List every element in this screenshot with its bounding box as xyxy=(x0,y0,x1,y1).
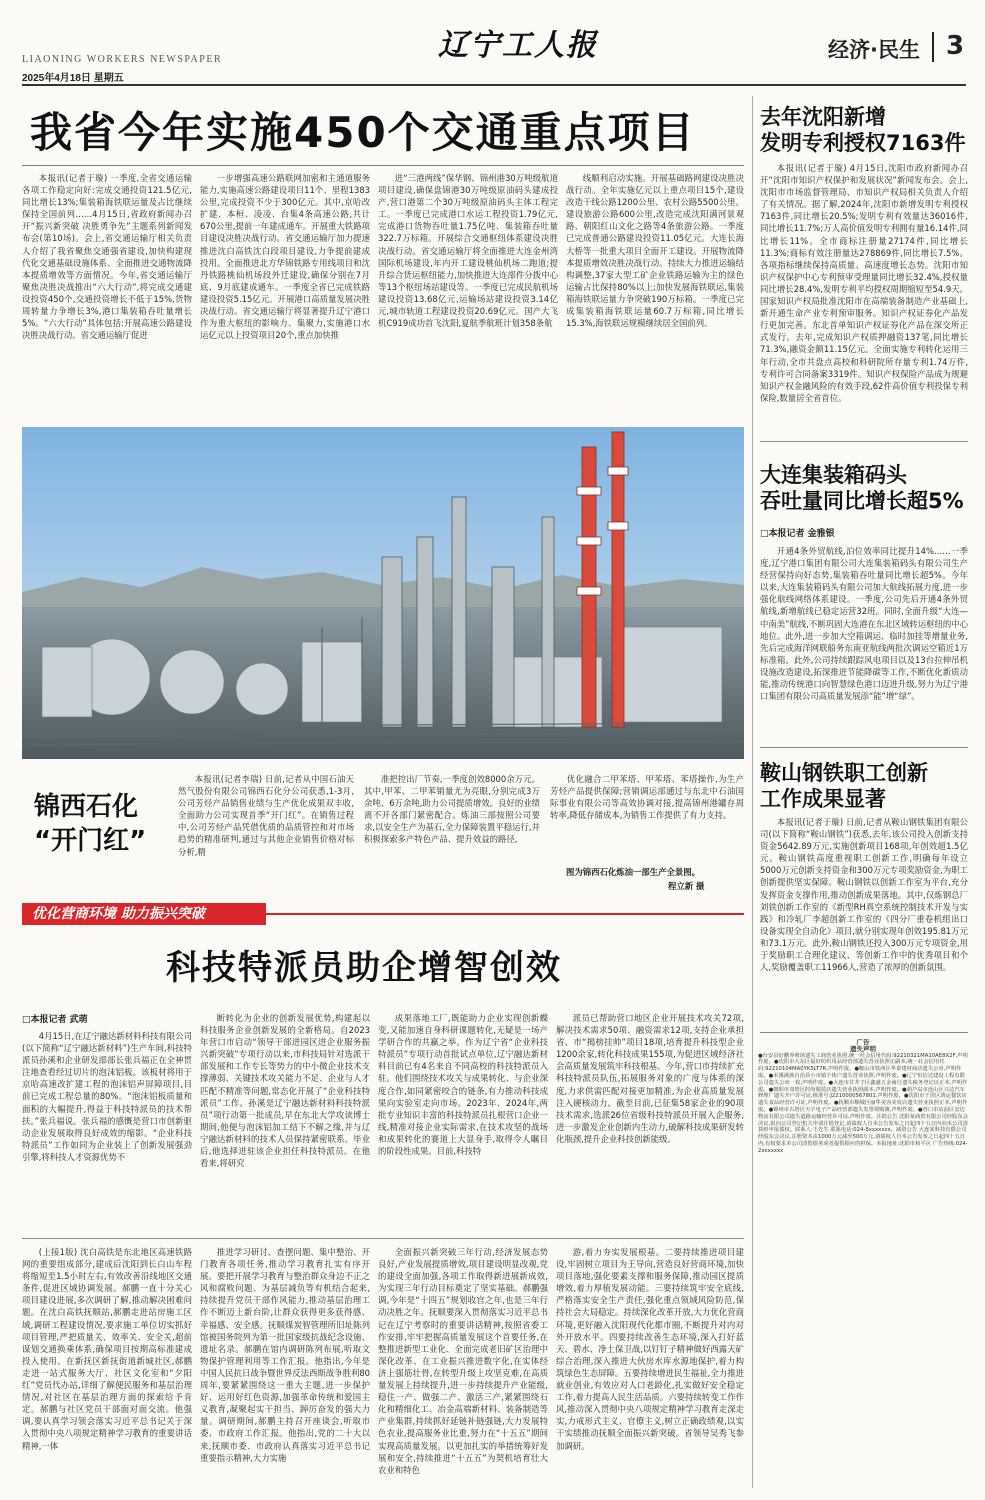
jinxi-headline: 锦西石化 “开门红” xyxy=(34,792,147,856)
right-rule-1 xyxy=(760,441,968,442)
banner-rule xyxy=(266,913,744,915)
page-number: 3 xyxy=(945,31,965,61)
dalian-byline: □本报记者 金雅银 xyxy=(760,529,835,539)
ad-subtitle: 遗失声明 xyxy=(850,1044,876,1053)
masthead: 辽宁工人报 xyxy=(438,28,598,63)
anshan-steel-body: 本报讯(记者于璇) 日前,记者从鞍山钢铁集团有限公司(以下简称“鞍山钢铁”)获悉,去年,该公司投入创新支持资金5642.89万元,实施创新项目168项,年创效超1.5亿元。鞍山钢铁高度重视职工创新工作,明确每年设立5000万元创新支持资金和300万元专项奖励资金,为职工创新提供坚实保障。鞍山钢铁以创新工作室为平台,充分发挥资金支撑作用,推动创新成果落地。其中,仅炼钢总厂刘铁创新工作室的《新型RH真空系统控制技术开发与实践》和冷轧厂李超创新工作室的《四分厂重卷机组出口设备实现全自动化》项目,就分别实现年创效195.81万元和73.1万元。此外,鞍山钢铁还投入300万元专项资金,用于奖励职工合理化建议、等创新工作中的优秀项目和个人,奖励覆盖职工11966人,营造了浓厚的创新氛围。 xyxy=(760,817,968,973)
jinxi-col-1: 本报讯(记者李瑞) 日前,记者从中国石油天然气股份有限公司锦西石化分公司获悉,1-3月,公司芳烃产品销售业绩与生产优化成果双丰收,全面助力公司实现首季“开门红”。在销售过程中,公司芳烃产品凭借优质的品质管控和对市场趋势的精准研判,通过与其他企业销售价格对标分析,精 xyxy=(178,774,354,857)
lead-headline: 我省今年实施450个交通重点项目 xyxy=(30,108,696,157)
jinxi-col-3: 优化融合二甲苯塔、甲苯塔、苯塔操作,为生产芳烃产品提供保障;营销调运部通过与东北中石油国际事业有限公司等高效协调对接,提高锦州港罐存周转率,降低存储成本,为销售工作提供了有力支持。 xyxy=(550,774,744,821)
tech-col-2: 断转化为企业的创新发展优势,构建起以科技服务企业创新发展的全新格局。自2023年营口市启动“领导干部进园区进企业服务振兴新突破”专项行动以来,市科技局针对选派干部发展和工作专长等势力的中小微企业技术支撑薄弱、关键技术攻关能力不足、企业与人才匹配不精准等问题,常态化开展了“企业科技特派员”工作。孙溪是辽宁融达新材料科技特派员”项行动第一批成员,早在东北大学攻读博士期间,他便与泡沫铝加工结下不解之缘,并与辽宁融达新材料的技术人员保持紧密联系。毕业后,他选择进驻该企业担任科技特派员。在他看来,将研究 xyxy=(200,1013,370,1169)
continued-col-3: 全面振兴新突破三年行动,经济发展态势良好,产业发展提质增效,项目建设明显改观,党的建设全面加强,各项工作取得新进展新成效,为实现三年行动目标奠定了坚实基础。郝鹏强调,今年是“十四五”规划收官之年,也是三年行动决胜之年。抚顺要深入贯彻落实习近平总书记在辽宁考察时的重要讲话精神,按照省委工作安排,牢牢把握高质量发展这个首要任务,在整推进新型工业化、全面完成老旧矿区治理中深化改革、在工业振兴推进数字化,在实体经济上强筋壮骨,在转型升级上攻坚克难,在高质量发展上持续提升,进一步持续提升产业能级,稳住一产、做强二产、激活三产,紧紧围绕石化和精细化工、冶金高端新材料、装备制造等产业集群,持续抓好延链补链强链,大力发展特色农业,提高服务业比重,努力在“十五五”期间实现高质量发展。以更加扎实的举措统筹好发展和安全,持续推进“十五五”为契机培育壮大农业和特色 xyxy=(378,1247,548,1475)
tech-headline: 科技特派员助企增智创效 xyxy=(166,948,562,988)
bottom-rule xyxy=(22,1238,744,1239)
tech-col-4: 派员已帮助营口地区企业开展技术攻关72项,解决技术需求50项、融资需求12项,支持企业承担省、市“揭榜挂帅”项目18项,培育提升科技型企业1200余家,转化科技成果155项,为促进区域经济社会高质量发展筑牢科技根基。今年,营口市持续扩充科技特派员队伍,拓展服务对象的广度与体系的深度,力求供需匹配对接更加精准,为企业高质量发展注入硬核动力。截至目前,已征集58家企业的90项技术需求,选派26位省级科技特派员开展入企服务,进一步激发企业创新内生动力,破解科技成果研发转化瓶颈,提升企业科技创新能级。 xyxy=(556,1013,744,1144)
column-banner: 优化营商环境 助力振兴突破 xyxy=(22,903,266,925)
english-name: LIAONING WORKERS NEWSPAPER xyxy=(22,54,223,65)
lead-col-4: 线顺利启动实施。开展基础路网建设决胜决战行动。全年实施亿元以上重点项目15个,建设改造干线公路1200公里、农村公路5500公里。建设旅游公路600公里,改造完成沈阳满河景观路、朝阳红山文化之路等4条旅游公路。一季度已完成普通公路建设投资11.05亿元。大连长海大桥等一批重大项目全面开工建设。开展物流降本提质增效决胜决战行动。持续大力推进运输结构调整,37家大型工矿企业铁路运输为主的绿色运输占比保持80%以上;加快发展海铁联运,集装箱海铁联运量力争突破190万标箱。一季度已完成集装箱海铁联运量60.7万标箱,同比增长15.3%,海铁联运规模继续居全国前列。 xyxy=(566,173,744,329)
dalian-container-headline: 大连集装箱码头 吞吐量同比增长超5% xyxy=(760,463,964,513)
anshan-steel-headline: 鞍山钢铁职工创新 工作成果显著 xyxy=(760,761,928,811)
issue-date: 2025年4月18日 星期五 xyxy=(22,73,124,84)
tech-byline: □本报记者 武萌 xyxy=(22,1015,88,1025)
continued-col-4: 游,着力夯实发展根基。二要持续推进项目建设,牢固树立项目为王导向,营造良好营商环境,加快项目落地,强化要素支撑和服务保障,推动园区提质增效,着力厚植发展动能。三要持续筑牢安全底线,严格落实安全生产责任,强化重点领域风险防范,保持社会大局稳定。持续深化改革开放,大力优化营商环境,更好融入沈阳现代化都市圈,不断提升对内对外开放水平。四要持续改善生态环境,深入打好蓝天、碧水、净土保卫战,以钉钉子精神做好西露天矿综合治理,深入推进大伙房水库水源地保护,着力构筑绿色生态屏障。五要持续增进民生福祉,全力推进就业创业,有效应对人口老龄化,扎实做好安全稳定工作,着力提高人民生活品质。六要持续转变工作作风,推动深入贯彻中央八项规定精神学习教育走深走实,力戒形式主义、官僚主义,树立正确政绩观,以实干实绩推动抚顺全面振兴新突破。省领导吴秀飞参加调研。 xyxy=(556,1247,744,1451)
lead-col-1: 本报讯(记者于璇) 一季度,全省交通运输各项工作稳定向好:完成交通投资121.5亿元,同比增长13%;集装箱海铁联运量及占比继续保持全国前列……4月15日,省政府新闻办召开“振兴新突破 决胜勇争先”主题系列新闻发布会(第10场)。会上,省交通运输厅相关负责人介绍了我省聚焦交通强省建设,加快构建现代化交通基础设施体系、全面推进交通物流降本提质增效等方面情况。今年,省交通运输厅聚焦决胜决战推出“六大行动”,将完成交通建设投资450个,交通投资增长不低于15%,货物周转量力争增长3%,港口集装箱吞吐量增长5%。“六大行动”具体包括:开展高速公路建设决胜决战行动。省交通运输厅促进 xyxy=(22,173,192,341)
photo-credit: 程立新 摄 xyxy=(668,881,705,891)
continued-col-1: (上接1版) 沈白高铁是东北地区高速铁路网的重要组成部分,建成后沈阳到长白山车程将缩短至1.5小时左右,有效改善沿线地区交通条件,促进区域协调发展。郝鹏一直十分关心项目建设进展,多次调研了解,推动解决困难问题。在沈白高铁抚顺站,郝鹏走进站房施工区域,调研工程建设情况,要求施工单位切实抓好项目管理,严把质量关、效率关、安全关,超前谋划交通换乘体系,确保项目按期高标准建成投入使用。在新抚区新抚街道新城社区,郝鹏走进一站式服务大厅、社区文化室和“夕阳红”党员代办站,详细了解便民服务和基层治理情况,对社区在基层治理方面的探索给予肯定。郝鹏与社区党员干部面对面交流。他强调,要认真学习领会落实习近平总书记关于深入贯彻中央八项规定精神学习教育的重要讲话精神,一体 xyxy=(22,1247,192,1451)
shenyang-patent-headline: 去年沈阳新增 发明专利授权7163件 xyxy=(760,105,966,155)
section-name: 经济·民生 xyxy=(828,38,920,62)
continued-col-2: 推进学习研讨、查摆问题、集中整治、开门教育各项任务,推动学习教育扎实有序开展。要把开展学习教育与整治群众身边不正之风和腐败问题、为基层减负等有机结合起来,持续提升党员干部作风能力,推动基层治理工作不断迈上新台阶,让群众获得更多获得感、幸福感、安全感。抚顺煤炭智管理所旧址陈列馆被国务院列为第一批国家级抗战纪念设施、遗址名录。郝鹏在馆内调研陈列布展,听取文物保护管理利用等工作汇报。他指出,今年是中国人民抗日战争暨世界反法西斯战争胜利80周年,要紧紧围绕这一重大主题,进一步保护好、运用好红色资源,加强革命传统和爱国主义教育,凝聚起实干担当、踔厉奋发的强大力量。调研期间,郝鹏主持召开座谈会,听取市委、市政府工作汇报。他指出,党的二十大以来,抚顺市委、市政府认真落实习近平总书记重要指示精神,大力实施 xyxy=(200,1247,370,1463)
lead-col-3: 进“三港两线”保华钢、锦州港30万吨级航道项目建设,确保盘锦港30万吨级原油码头建成投产,营口港第二个30万吨级原油码头主体工程完工。一季度已完成港口水运工程投资1.79亿元,完成港口货物吞吐量1.75亿吨、集装箱吞吐量322.7万标箱。开展综合交通枢纽体系建设决胜决战行动。省交通运输厅将全面推进大连金州湾国际机场建设,年内开工建设桃仙机场二跑道;提升综合货运枢纽能力,加快推进大连部件分拨中心等13个枢纽场站建设等。一季度已完成民航机场建设投资13.68亿元,运输场站建设投资3.14亿元,城市轨道工程建设投资20.69亿元。国产大飞机C919成功首飞沈阳,夏航季航班计划358条航 xyxy=(378,173,558,329)
column-divider xyxy=(752,96,753,1488)
dalian-container-body: 开通4条外贸航线,泊位效率同比提升14%……一季度,辽宁港口集团有限公司大连集装箱码头有限公司生产经营保持向好态势,集装箱吞吐量同比增长超5%。今年以来,大连集装箱码头有限公司加大航线拓展力度,进一步强化航线网络体系建设。一季度,公司先后开通4条外贸航线,新增航线已稳定运营32班。同时,全面升级“大连—中南美”航线,不断巩固大连港在东北区域转运枢纽的中心地位。此外,进一步加大空箱调运、临时加挂等增量业务,先后完成海洋网联船务东南亚航线两批次调运空箱近1万标准箱。此外,公司持续跟踪风电项目以及13台拉伸吊机设施改造建设,拓深推进节能降碳等工作,不断优化新质动能,推动传统港口向智慧绿色港口迈进升级,努力为辽宁港口集团有限公司高质量发展添“能”增“绿”。 xyxy=(760,546,968,702)
right-rule-2 xyxy=(760,747,968,748)
photo-caption: 图为锦西石化炼油一部生产全景图。 xyxy=(566,867,700,877)
lead-rule xyxy=(22,165,744,166)
ad-title: 广告 xyxy=(856,1039,870,1046)
refinery-photo xyxy=(22,427,744,759)
lead-col-2: 一步增强高速公路联网加密和主通道服务能力,实施高速公路建设项目11个、里程1383公里,完成投资不少于300亿元。其中,京哈改扩建、本桓、凌凌、台集4条高速公路,共计670公里,提前一年建成通车。开展重大铁路项目建设决胜决战行动。省交通运输厅加力提速推进沈白高铁沈白段项目建设,力争提前建成投用。全面推进北方华锦铁路专用线项目和沈丹铁路桃仙机场段外迁建设,确保分别在7月底、9月底建成通车。一季度全省已完成铁路建设投资5.15亿元。开展港口高质量发展决胜决战行动。省交通运输厅将显著提升辽宁港口作为重大枢纽的影响力、集聚力,实施港口水运亿元以上投资项目20个,重点加快推 xyxy=(200,173,370,341)
tech-col-3: 成果落地工厂,既能助力企业实现创新蝶变,又能加速自身科研课题转化,无疑是一场产学研合作的共赢之举。作为辽宁省“企业科技特派员”专项行动首批试点单位,辽宁融达新材料目前已有4名来自不同高校的科技特派员入驻。他们围绕技术攻关与成果转化、与企业深度合作,如同紧密咬合的链条,有力推动科技成果向实验室走向市场。2023年、2024年,两批专业知识丰富的科技特派员扎根营口企业一线,精准对接企业实际需求,在技术攻坚的战场和成果转化的赛道上大显身手,取得令人瞩目的阶段性成果。目前,科技特 xyxy=(378,1013,548,1157)
jinxi-col-2: 准把控出厂节奏,一季度创效8000余万元。其中,甲苯、二甲苯销量尤为亮眼,分别完成3万余吨、6万余吨,助力公司提质增效。良好的业绩离不开各部门紧密配合。炼油三部按照公司要求,以安全生产为基石,全力保障装置平稳运行,并积极探索多产特色产品、提升效益的路径, xyxy=(364,774,540,845)
shenyang-patent-body: 本报讯(记者于璇) 4月15日,沈阳市政府新闻办召开“沈阳市知识产权保护和发展状况”新闻发布会。会上,沈阳市市场监督管理局、市知识产权局相关负责人介绍了有关情况。据了解,2024年,沈阳市新增发明专利授权7163件,同比增长20.5%;发明专利有效量达36016件,同比增长11.7%;万人高价值发明专利拥有量16.14件,同比增长11%。全市商标注册量27174件,同比增长11.3%;商标有效注册量达278869件,同比增长7.5%。各项指标继续保持高质量、高速度增长态势。沈阳市知识产权保护中心专利预审受理量同比增长32.4%,授权量同比增长28.4%,发明专利平均授权周期缩短至54.9天。国家知识产权局批准沈阳市在高端装备制造产业基础上,新开通生命产业专利预审服务。知识产权证券化产品发行更加完善。东北首单知识产权证券化产品在深交所正式发行。去年,完成知识产权质押融资137笔,同比增长71.3%,融资金额11.15亿元。全面实施专利转化运用三年行动,全市共盘点高校和科研院所存量专利1.74万件,专利许可合同备案3319件。知识产权保险产品成为规避知识产权金融风险的有效手段,62件高价值专利投保专利保险,数量居全省首位。 xyxy=(760,163,968,403)
ad-notices xyxy=(758,1039,968,1484)
header-rule xyxy=(22,84,966,86)
tech-col-1: 4月15日,在辽宁融达新材料科技有限公司(以下简称“辽宁融达新材料”)生产车间,科技特派员孙溪和企业研发部部长张兵福正在全神贯注地查看经过切片的泡沫铝板。该板材将用于京哈高速改扩建工程的泡沫铝声屏障项目,目前已完成工程总量的80%。“泡沫铝板质量和面积的大幅提升,得益于科技特派员的技术帮扶。”张兵福说。张兵福的感慨是营口市创新驱动企业发展取得良好成效的缩影。“企业科技特派员”工作如同为企业装上了创新发展强劲引擎,将科技人才资源优势不 xyxy=(22,1031,192,1162)
right-rule-3 xyxy=(760,1032,968,1033)
ad-body: ●台安县好鹏养殖场遗失工商营业执照,统一社会信用代码:92210321MA10AE8X2F,声明作废。●沈阳市大东区福好纺织用品经营部遗失营业执照正副本,统一社会信用代码:92210104MA0YK5LT7R,声明作废。●鞍山市铁西区华泰建材商店遗失公章,声明作废。●本溪满族自治县小市镇个体户遗失营业执照,声明作废。●辽宁恒信达建设工程有限公司遗失公章一枚,声明作废。●大连市甘井子区鑫盛五金商行遗失税务登记证正本,声明作废。●朝阳市双塔区时尚服装店遗失营业执照副本,声明作废。●葫芦岛市连山区兴达汽车修理厂遗失开户许可证,核准号:J2210000567801,声明作废。●沈阳市于洪区鸿运餐饮店遗失食品经营许可证,声明作废。●抚顺市顺城区丽华美容美发店遗失营业执照正本,声明作废。●锦州市古塔区天宇电子产品经营部遗失发票领购簿,声明作废。●营口市站前区宏达物流有限公司遗失道路运输经营许可证,声明作废。注销公告 沈阳某商贸有限公司经股东会决议,拟向公司登记机关申请注销登记,请债权人自本公告发布之日起四十五日内向本公司清算组申报债权。联系人:王先生 联系电话:024-8xxxxxxx。减资公告 大连某科技有限公司经股东会决议,注册资本由1000万元减至500万元,请债权人自本公告发布之日起四十五日内,有权要求本公司清偿债务或者提供相应的担保。本报地址:沈阳市和平区 广告热线:024-2xxxxxxx xyxy=(758,1052,968,1154)
section-divider xyxy=(932,32,934,62)
